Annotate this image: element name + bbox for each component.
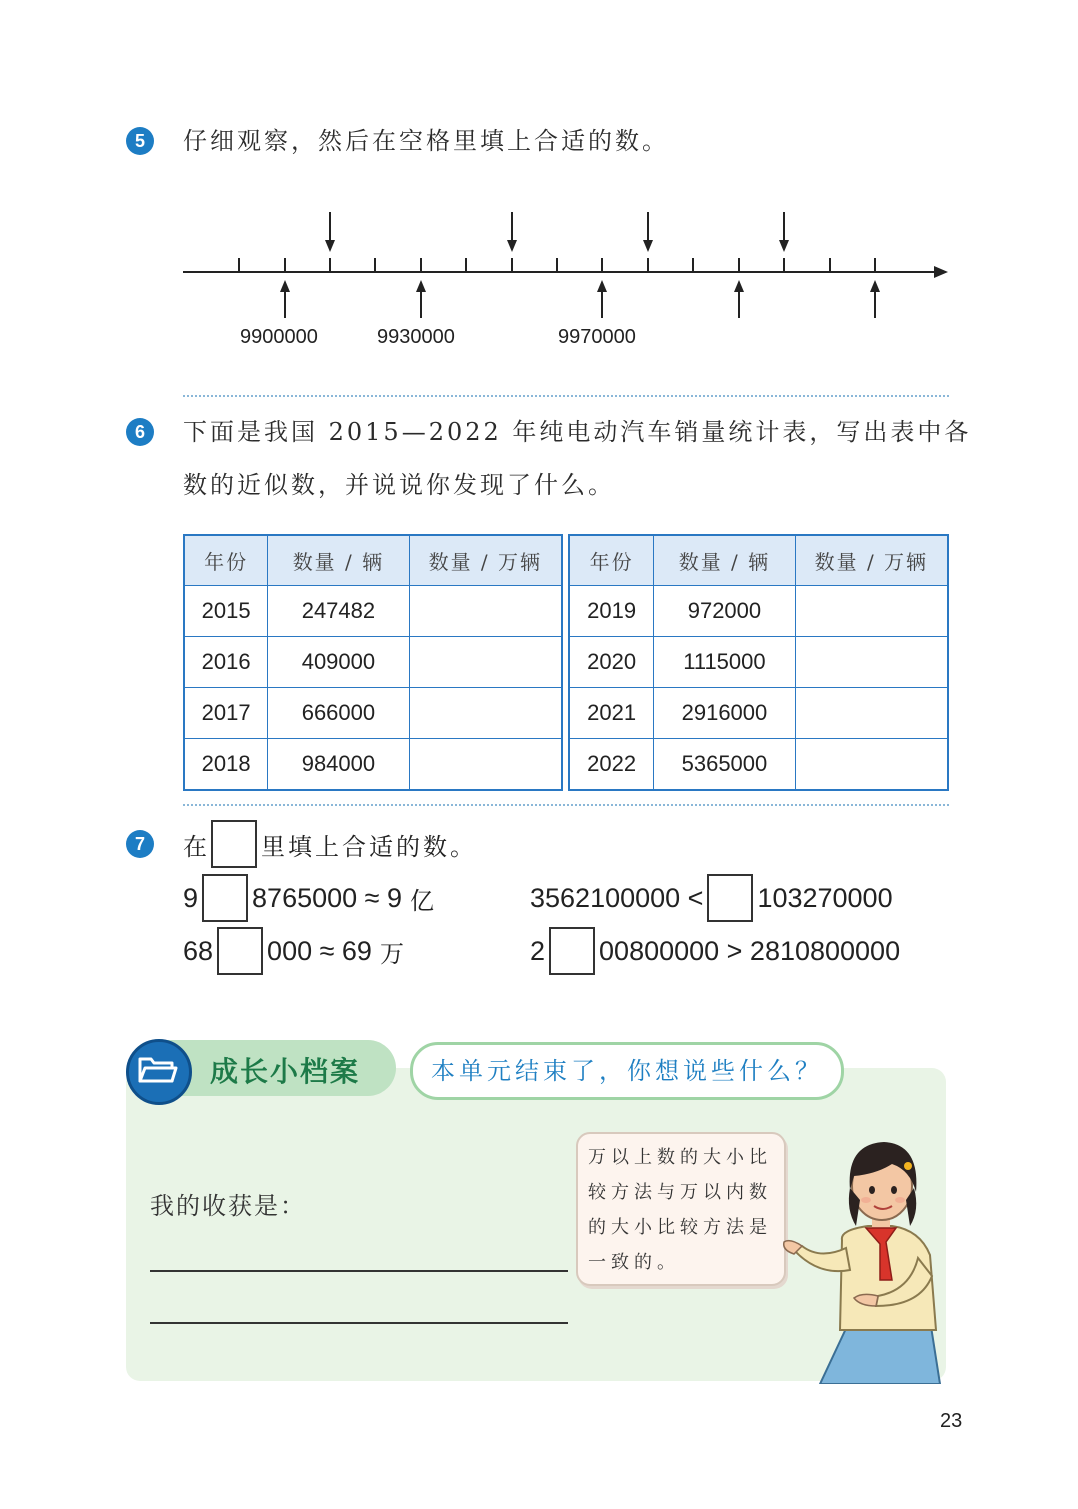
expr-text: 3562100000 < <box>530 882 704 913</box>
answer-line[interactable] <box>150 1270 568 1272</box>
number-line-label: 9970000 <box>558 326 636 348</box>
count-cell: 5365000 <box>654 739 796 791</box>
table-row <box>569 586 948 637</box>
year-cell: 2019 <box>569 586 654 637</box>
expr-text: 2 <box>530 935 546 966</box>
sales-table-left <box>183 534 563 791</box>
speech-line: 万以上数的大小比 <box>588 1147 772 1168</box>
table-row <box>569 739 948 791</box>
table-header-approx: 数量 / 万辆 <box>795 535 948 586</box>
question-number-badge: 7 <box>126 830 154 858</box>
prompt-after: 里填上合适的数。 <box>261 832 477 861</box>
question-prompt <box>183 820 477 868</box>
expr-text: 000 ≈ 69 <box>267 935 372 966</box>
answer-box[interactable] <box>202 874 248 922</box>
expr-text: 00800000 > 2810800000 <box>599 935 901 966</box>
count-cell: 409000 <box>268 637 409 688</box>
prompt-before: 在 <box>183 832 207 861</box>
question-prompt-line1: 下面是我国 2015—2022 年纯电动汽车销量统计表，写出表中各 <box>183 418 972 446</box>
table-header-count: 数量 / 辆 <box>268 535 409 586</box>
question-prompt: 仔细观察，然后在空格里填上合适的数。 <box>183 127 669 155</box>
table-row <box>569 688 948 739</box>
answer-cell[interactable] <box>795 688 948 739</box>
count-cell: 666000 <box>268 688 409 739</box>
gain-label: 我的收获是： <box>150 1192 306 1220</box>
year-cell: 2017 <box>184 688 268 739</box>
answer-cell[interactable] <box>409 637 562 688</box>
table-header-approx: 数量 / 万辆 <box>409 535 562 586</box>
table-row <box>184 688 562 739</box>
sales-table-right <box>568 534 949 791</box>
speech-bubble <box>576 1132 786 1286</box>
page-number: 23 <box>940 1410 963 1432</box>
answer-cell[interactable] <box>409 586 562 637</box>
number-line-label: 9900000 <box>240 326 318 348</box>
number-line-label: 9930000 <box>377 326 455 348</box>
table-row <box>184 637 562 688</box>
answer-cell[interactable] <box>409 688 562 739</box>
year-cell: 2020 <box>569 637 654 688</box>
question-number-badge: 6 <box>126 418 154 446</box>
answer-box[interactable] <box>217 927 263 975</box>
year-cell: 2016 <box>184 637 268 688</box>
answer-box[interactable] <box>549 927 595 975</box>
count-cell: 984000 <box>268 739 409 791</box>
answer-cell[interactable] <box>795 739 948 791</box>
expression-4 <box>530 927 900 975</box>
speech-line: 一致的。 <box>588 1252 680 1273</box>
year-cell: 2018 <box>184 739 268 791</box>
year-cell: 2015 <box>184 586 268 637</box>
answer-cell[interactable] <box>795 637 948 688</box>
table-row <box>184 586 562 637</box>
expr-text: 8765000 ≈ 9 <box>252 882 402 913</box>
expr-text: 9 <box>183 882 199 913</box>
expression-3 <box>183 927 404 975</box>
answer-box[interactable] <box>707 874 753 922</box>
speech-line: 的大小比较方法是 <box>588 1217 772 1238</box>
answer-line[interactable] <box>150 1322 568 1324</box>
number-line-ticks <box>239 258 875 272</box>
table-header-year: 年份 <box>569 535 654 586</box>
speech-line: 较方法与万以内数 <box>588 1182 772 1203</box>
year-cell: 2022 <box>569 739 654 791</box>
section-divider <box>183 395 949 397</box>
folder-icon <box>126 1039 192 1105</box>
girl-illustration <box>780 1130 948 1384</box>
count-cell: 2916000 <box>654 688 796 739</box>
expr-unit: 万 <box>379 939 404 968</box>
number-line <box>0 0 1078 330</box>
expr-text: 103270000 <box>757 882 893 913</box>
question-number-badge: 5 <box>126 127 154 155</box>
year-cell: 2021 <box>569 688 654 739</box>
archive-prompt: 本单元结束了，你想说些什么？ <box>410 1042 844 1100</box>
number-line-arrowhead <box>934 266 948 278</box>
expression-2 <box>530 874 893 922</box>
up-arrows <box>280 280 880 318</box>
table-header-count: 数量 / 辆 <box>654 535 796 586</box>
expr-unit: 亿 <box>409 886 434 915</box>
archive-title: 成长小档案 <box>210 1055 361 1088</box>
table-row <box>569 637 948 688</box>
section-divider <box>183 804 949 806</box>
count-cell: 247482 <box>268 586 409 637</box>
answer-cell[interactable] <box>795 586 948 637</box>
count-cell: 1115000 <box>654 637 796 688</box>
question-prompt-line2: 数的近似数，并说说你发现了什么。 <box>183 471 615 499</box>
table-row <box>184 739 562 791</box>
example-box <box>211 820 257 868</box>
expr-text: 68 <box>183 935 214 966</box>
down-arrows <box>325 212 789 252</box>
expression-1 <box>183 874 434 922</box>
table-header-year: 年份 <box>184 535 268 586</box>
answer-cell[interactable] <box>409 739 562 791</box>
count-cell: 972000 <box>654 586 796 637</box>
